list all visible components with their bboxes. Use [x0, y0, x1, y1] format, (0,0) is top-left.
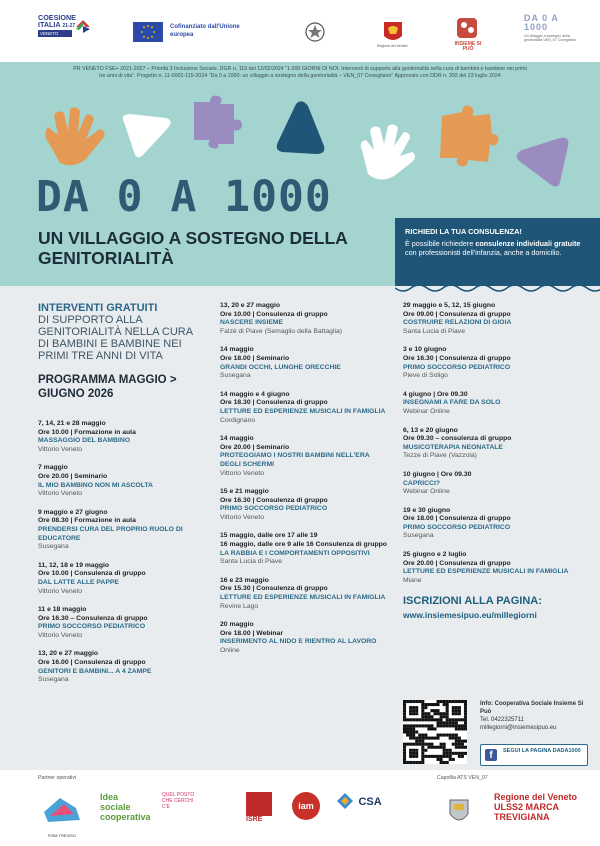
csa-logo: CSA — [336, 792, 406, 828]
entry-title: PRIMO SOCCORSO PEDIATRICO — [38, 623, 146, 631]
entry-time: Ore 18.00 | Seminario — [220, 354, 290, 362]
program-entry — [403, 391, 585, 417]
entry-time: Ore 18.00 | Webinar — [220, 629, 283, 637]
coesione-logo: COESIONE ITALIA 21-27 VENETO — [38, 14, 84, 44]
entry-title: IL MIO BAMBINO NON MI ASCOLTA — [38, 481, 153, 489]
entry-place: Tezze di Piave (Vazzola) — [403, 452, 477, 460]
program-column-2 — [220, 302, 392, 666]
program-entry — [38, 464, 198, 498]
italian-republic-emblem-icon — [304, 20, 326, 44]
conegliano-crest-icon — [448, 796, 470, 826]
funding-note: PR VENETO FSE+ 2021-2027 – Priorità 3 Inclusione Sociale. DGR n. 115 del 12/02/2024 "1.000 GIORNI DI NOI. Interventi di supporto alla genitorialità nella cura di bambini e bambine nei primi tre anni di vita". Progetto n. 11-0001-115-2024 "Da 0 a 1000: un villaggio a sostegno della genitorialità – VEN_07 Conegliano" Approvato con DDR n. 392 del 23 luglio 2024 — [73, 66, 527, 79]
entry-time: Ore 08.30 | Formazione in aula — [38, 517, 136, 525]
da-0-a-1000-logo: DA 0 A 1000 Un villaggio a sostegno della genitorialità VEN_07 Conegliano — [524, 13, 576, 43]
entry-date: 9 maggio e 27 giugno — [38, 508, 108, 516]
entry-place: Webinar Online — [403, 488, 450, 496]
white-triangle-shape — [118, 112, 174, 160]
entry-place: Susegana — [38, 543, 69, 551]
entry-place: Vittorio Veneto — [220, 513, 265, 521]
eu-flag-icon — [133, 22, 163, 42]
veneto-lion-icon — [383, 20, 403, 44]
quel-posto-logo: QUEL POSTO CHE CERCHI C'È — [162, 792, 195, 810]
contact-info: Info: Cooperativa Sociale Insieme Si Può Tel. 0422325711 millegiorni@insiemesipuo.eu — [480, 701, 584, 731]
entry-place: Webinar Online — [403, 407, 450, 415]
entry-date: 14 maggio — [220, 435, 254, 443]
entry-place: Falzè di Piave (Semaglio della Battaglia) — [220, 327, 343, 335]
program-column-3 — [403, 302, 585, 620]
entry-title: PROTEGGIAMO I NOSTRI BAMBINI NELL'ERA DEGLI SCHERMI — [220, 452, 370, 468]
entry-date: 3 e 10 giugno — [403, 346, 447, 354]
entry-date: 14 maggio e 4 giugno — [220, 390, 290, 398]
iscrizioni-heading: ISCRIZIONI ALLA PAGINA: — [403, 595, 542, 608]
facebook-icon: f — [485, 749, 497, 761]
program-entry — [403, 346, 585, 380]
entry-title: LETTURE ED ESPERIENZE MUSICALI IN FAMIGLIA — [220, 407, 386, 415]
program-entry — [403, 507, 585, 541]
entry-date: 25 giugno e 2 luglio — [403, 551, 467, 559]
program-entry — [220, 435, 392, 478]
entry-title: PRIMO SOCCORSO PEDIATRICO — [403, 363, 511, 371]
entry-date: 20 maggio — [220, 621, 254, 629]
entry-title: LETTURE ED ESPERIENZE MUSICALI IN FAMIGLIA — [403, 568, 569, 576]
entry-time: Ore 18.30 | Consulenza di gruppo — [220, 399, 328, 407]
entry-date: 7 maggio — [38, 464, 68, 472]
iscrizioni-link[interactable]: www.insiemesipuo.eu/millegiorni — [403, 610, 537, 621]
entry-time: Ore 09.00 | Consulenza di gruppo — [403, 310, 511, 318]
program-entry — [220, 346, 392, 380]
program-entry — [38, 562, 198, 596]
entry-date: 29 maggio e 5, 12, 15 giugno — [403, 302, 496, 309]
entry-date: 16 e 23 maggio — [220, 576, 269, 584]
qr-code-icon[interactable] — [403, 700, 467, 764]
entry-date: 11 e 18 maggio — [38, 606, 87, 614]
subtitle: UN VILLAGGIO A SOSTEGNO DELLA GENITORIALITÀ — [38, 228, 348, 268]
entry-place: Cordignano — [220, 416, 256, 424]
orange-puzzle-icon — [432, 104, 500, 168]
entry-title: COSTRUIRE RELAZIONI DI GIOIA — [403, 319, 512, 327]
entry-place: Online — [220, 647, 240, 654]
entry-time: Ore 16.00 | Consulenza di gruppo — [38, 659, 146, 667]
consult-text: È possibile richiedere consulenze individuali gratuite con professionisti dell'infanzia, anche a domicilio. — [405, 239, 581, 257]
program-entry — [38, 650, 198, 684]
entry-date: 15 e 21 maggio — [220, 488, 269, 496]
program-entry — [403, 427, 585, 461]
entry-date: 6, 13 e 20 giugno — [403, 426, 458, 434]
entry-time: Ore 16.30 | Consulenza di gruppo — [220, 496, 328, 504]
entry-time: Ore 20.00 | Seminario — [38, 472, 108, 480]
purple-triangle-shape — [514, 136, 572, 190]
entry-date: 7, 14, 21 e 28 maggio — [38, 420, 106, 427]
insieme-mark-icon — [453, 16, 481, 42]
consult-box — [395, 218, 600, 286]
entry-title: LA RABBIA E I COMPORTAMENTI OPPOSITIVI — [220, 549, 370, 557]
facebook-follow-button[interactable]: f SEGUI LA PAGINA DADA1000 — [480, 744, 588, 766]
veneto-caption: Regione del Veneto — [377, 44, 408, 48]
entry-title: MASSAGGIO DEL BAMBINO — [38, 437, 131, 445]
program-heading: PROGRAMMA MAGGIO > GIUGNO 2026 — [38, 374, 177, 400]
program-entry — [38, 606, 198, 640]
program-column-1 — [38, 302, 198, 695]
entry-time: Ore 20.00 | Seminario — [220, 443, 290, 451]
entry-place: Santa Lucia di Piave — [403, 327, 465, 335]
coesione-mark-icon — [74, 17, 92, 35]
program-entry — [220, 488, 392, 522]
intro-heading: INTERVENTI GRATUITI — [38, 302, 158, 314]
entry-time: 16 maggio, dalle ore 9 alle 16 Consulenza di gruppo — [220, 541, 387, 549]
main-title: DA 0 A 1000 — [36, 172, 332, 222]
intro-text: DI SUPPORTO ALLA GENITORIALITÀ NELLA CURA DI BAMBINI E BAMBINE NEI PRIMI TRE ANNI DI VITA — [38, 314, 193, 362]
fism-logo: FISM TREVISO — [40, 792, 84, 828]
entry-place: Revine Lago — [220, 602, 259, 610]
program-entry — [403, 471, 585, 497]
entry-title: INSERIMENTO AL NIDO E RIENTRO AL LAVORO — [220, 638, 377, 646]
program-entry — [220, 621, 392, 655]
entry-title: PRENDERSI CURA DEL PROPRIO RUOLO DI EDUCATORE — [38, 525, 183, 542]
entry-date: 10 giugno | Ore 09.30 — [403, 470, 472, 478]
entry-time: Ore 10.00 | Consulenza di gruppo — [220, 310, 328, 318]
entry-place: Vittorio Veneto — [38, 631, 83, 639]
entry-place: Miane — [403, 576, 422, 584]
entry-place: Susegana — [38, 676, 69, 684]
entry-place: Vittorio Veneto — [38, 587, 83, 595]
program-entry — [220, 532, 392, 566]
entry-title: INSEGNAMI A FARE DA SOLO — [403, 399, 501, 407]
orange-hand-icon — [40, 105, 112, 169]
entry-place: Vittorio Veneto — [220, 469, 265, 477]
entry-time: Ore 16.30 | Consulenza di gruppo — [403, 354, 511, 362]
program-entry — [403, 302, 585, 336]
eu-cofinanced-text: Cofinanziato dall'Unione europea — [170, 24, 240, 38]
purple-puzzle-icon — [188, 94, 246, 150]
entry-time: Ore 15.30 | Consulenza di gruppo — [220, 585, 328, 593]
program-entry — [403, 551, 585, 585]
entry-date: 15 maggio, dalle ore 17 alle 19 — [220, 532, 318, 540]
entry-title: NASCERE INSIEME — [220, 319, 284, 327]
entry-date: 11, 12, 18 e 19 maggio — [38, 561, 110, 569]
logo-strip — [0, 0, 600, 62]
entry-place: Vittorio Veneto — [38, 445, 83, 453]
white-hand-icon — [354, 120, 420, 184]
entry-time: Ore 09.30 – consulenza di gruppo — [403, 435, 512, 443]
entry-place: Santa Lucia di Piave — [220, 558, 282, 566]
idea-sociale-logo: Idea sociale cooperativa — [100, 792, 151, 822]
isre-logo: ISRE — [246, 792, 276, 828]
entry-time: Ore 10.00 | Consulenza di gruppo — [38, 570, 146, 578]
entry-date: 19 e 30 giugno — [403, 506, 451, 514]
entry-time: Ore 10.00 | Formazione in aula — [38, 428, 136, 436]
entry-place: Vittorio Veneto — [38, 490, 83, 498]
ulss2-logo: Regione del Veneto ULSS2 MARCA TREVIGIANA — [494, 792, 578, 822]
program-entry — [220, 577, 392, 611]
entry-place: Pieve di Soligo — [403, 372, 448, 380]
entry-title: GENITORI E BAMBINI... A 4 ZAMPE — [38, 667, 152, 675]
program-entry — [38, 509, 198, 552]
entry-time: Ore 18.00 | Consulenza di gruppo — [403, 515, 511, 523]
entry-date: 14 maggio — [220, 346, 254, 354]
insieme-si-puo-logo: INSIEME SI PUÒ — [453, 16, 481, 52]
entry-title: PRIMO SOCCORSO PEDIATRICO — [220, 505, 328, 513]
entry-title: LETTURE ED ESPERIENZE MUSICALI IN FAMIGLIA — [220, 594, 386, 602]
capofila-label: Capofila ATS VEN_07 — [437, 775, 488, 781]
entry-title: MUSICOTERAPIA NEONATALE — [403, 443, 503, 451]
entry-date: 13, 20 e 27 maggio — [220, 302, 281, 309]
program-entry — [220, 302, 392, 336]
wave-divider — [395, 286, 600, 296]
navy-triangle-shape — [272, 100, 328, 158]
consult-heading: RICHIEDI LA TUA CONSULENZA! — [405, 227, 522, 236]
iam-logo: iam — [292, 792, 320, 820]
entry-title: PRIMO SOCCORSO PEDIATRICO — [403, 523, 511, 531]
program-entry — [220, 391, 392, 425]
program-entry — [38, 420, 198, 454]
entry-time: Ore 20.00 | Consulenza di gruppo — [403, 559, 511, 567]
entry-title: DAL LATTE ALLE PAPPE — [38, 578, 119, 586]
entry-title: GRANDI OCCHI, LUNGHE ORECCHIE — [220, 363, 341, 371]
entry-date: 4 giugno | Ore 09.30 — [403, 390, 468, 398]
entry-time: Ore 16.30 – Consulenza di gruppo — [38, 614, 148, 622]
entry-place: Susegana — [403, 532, 434, 540]
entry-place: Susegana — [220, 372, 251, 380]
entry-date: 13, 20 e 27 maggio — [38, 650, 99, 658]
partner-label: Partner operativi — [38, 775, 77, 781]
entry-title: CAPRICCI? — [403, 479, 441, 487]
